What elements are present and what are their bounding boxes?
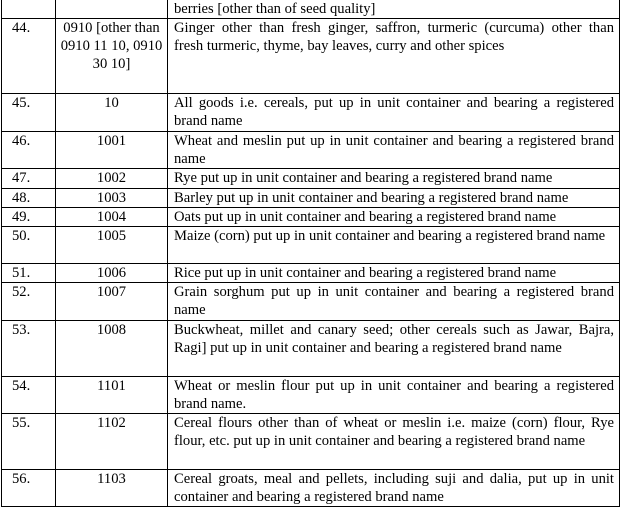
tariff-code-cell: 1005 — [56, 227, 168, 264]
tariff-table — [1, 0, 620, 507]
description-cell: Oats put up in unit container and bearing a registered brand name — [168, 207, 620, 226]
table-row — [2, 264, 620, 283]
serial-number-cell: 53. — [2, 320, 56, 376]
tariff-code-cell: 1008 — [56, 320, 168, 376]
serial-number-cell: 45. — [2, 94, 56, 132]
description-cell: Rye put up in unit container and bearing a registered brand name — [168, 169, 620, 188]
table-row — [2, 320, 620, 376]
table-row — [2, 207, 620, 226]
table-row — [2, 19, 620, 94]
table-row — [2, 283, 620, 320]
tariff-code-cell: 1004 — [56, 207, 168, 226]
tariff-code-cell: 10 — [56, 94, 168, 132]
description-cell: Cereal flours other than of wheat or meslin i.e. maize (corn) flour, Rye flour, etc. put up in unit container and bearing a registered brand name — [168, 414, 620, 470]
serial-number-cell: 50. — [2, 227, 56, 264]
tariff-code-cell: 1001 — [56, 132, 168, 169]
table-row — [2, 132, 620, 169]
description-cell: Rice put up in unit container and bearing a registered brand name — [168, 264, 620, 283]
serial-number-cell: 44. — [2, 19, 56, 94]
tariff-code-cell: 0910 [other than 0910 11 10, 0910 30 10] — [56, 19, 168, 94]
serial-number-cell: 49. — [2, 207, 56, 226]
description-cell: Wheat and meslin put up in unit container and bearing a registered brand name — [168, 132, 620, 169]
description-cell: Maize (corn) put up in unit container and bearing a registered brand name — [168, 227, 620, 264]
description-cell: Buckwheat, millet and canary seed; other cereals such as Jawar, Bajra, Ragi] put up in unit container and bearing a registered brand name — [168, 320, 620, 376]
description-cell: All goods i.e. cereals, put up in unit container and bearing a registered brand name — [168, 94, 620, 132]
serial-number-cell: 56. — [2, 470, 56, 507]
description-cell: Wheat or meslin flour put up in unit container and bearing a registered brand name. — [168, 376, 620, 413]
description-cell: Grain sorghum put up in unit container and bearing a registered brand name — [168, 283, 620, 320]
tariff-code-cell: 1007 — [56, 283, 168, 320]
table-row — [2, 414, 620, 470]
description-cell: Barley put up in unit container and bearing a registered brand name — [168, 188, 620, 207]
table-row — [2, 94, 620, 132]
serial-number-cell: 54. — [2, 376, 56, 413]
table-row — [2, 169, 620, 188]
serial-number-cell — [2, 0, 56, 19]
table-row — [2, 188, 620, 207]
serial-number-cell: 52. — [2, 283, 56, 320]
description-cell: Ginger other than fresh ginger, saffron, turmeric (curcuma) other than fresh turmeric, thyme, bay leaves, curry and other spices — [168, 19, 620, 94]
serial-number-cell: 51. — [2, 264, 56, 283]
tariff-code-cell: 1103 — [56, 470, 168, 507]
table-row — [2, 0, 620, 19]
serial-number-cell: 48. — [2, 188, 56, 207]
tariff-code-cell: 1101 — [56, 376, 168, 413]
tariff-code-cell: 1102 — [56, 414, 168, 470]
table-row — [2, 227, 620, 264]
serial-number-cell: 46. — [2, 132, 56, 169]
description-cell: berries [other than of seed quality] — [168, 0, 620, 19]
serial-number-cell: 55. — [2, 414, 56, 470]
tariff-code-cell: 1006 — [56, 264, 168, 283]
description-cell: Cereal groats, meal and pellets, including suji and dalia, put up in unit container and bearing a registered brand name — [168, 470, 620, 507]
tariff-code-cell — [56, 0, 168, 19]
tariff-table-body — [2, 0, 620, 507]
table-row — [2, 470, 620, 507]
serial-number-cell: 47. — [2, 169, 56, 188]
tariff-code-cell: 1002 — [56, 169, 168, 188]
table-row — [2, 376, 620, 413]
tariff-code-cell: 1003 — [56, 188, 168, 207]
